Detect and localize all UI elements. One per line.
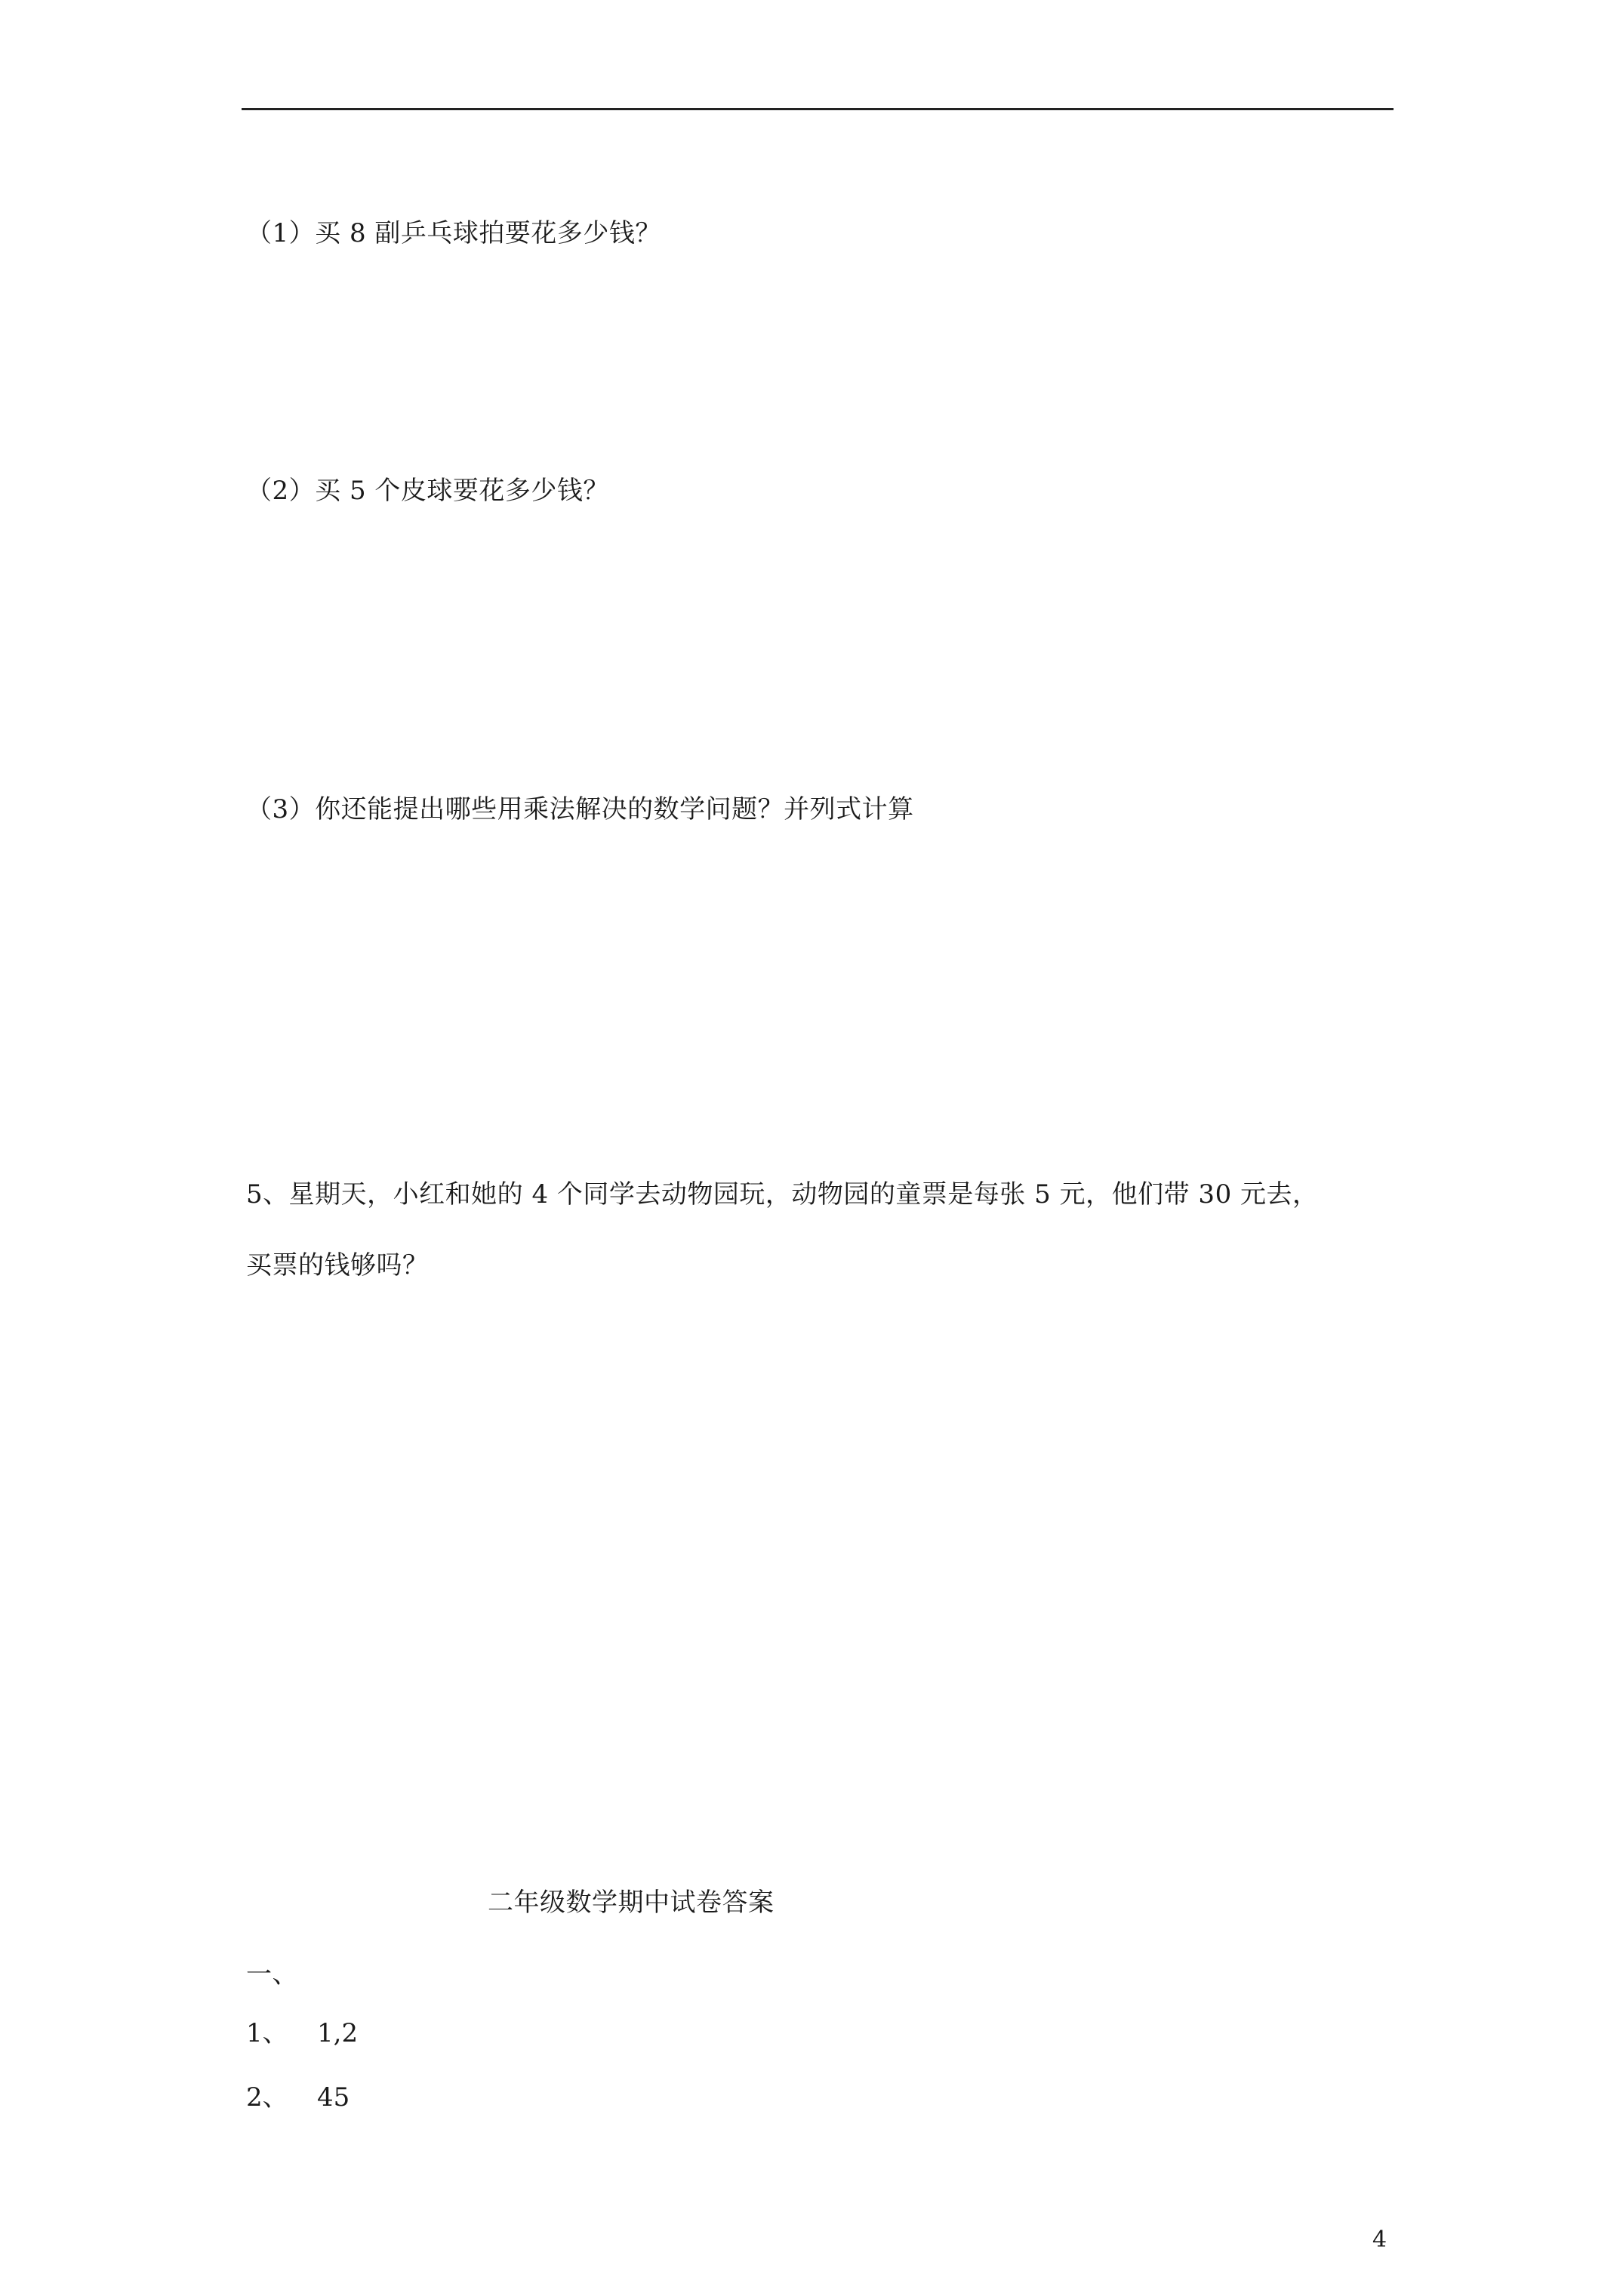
question-4-part-3: （3）你还能提出哪些用乘法解决的数学问题？并列式计算 bbox=[246, 794, 914, 824]
answer-section-heading: 一、 bbox=[246, 1959, 298, 1989]
question-4-part-2: （2）买 5 个皮球要花多少钱？ bbox=[246, 476, 609, 506]
question-5-line-1: 5、星期天，小红和她的 4 个同学去动物园玩，动物园的童票是每张 5 元，他们带 30 元去， bbox=[246, 1179, 1319, 1210]
answer-item-value: 45 bbox=[317, 2082, 350, 2113]
answer-item-number: 1、 bbox=[246, 2018, 288, 2048]
answer-item-number: 2、 bbox=[246, 2082, 288, 2113]
question-5-line-2: 买票的钱够吗？ bbox=[246, 1250, 429, 1281]
header-rule bbox=[242, 108, 1394, 110]
answer-item-value: 1,2 bbox=[317, 2018, 359, 2048]
page-number: 4 bbox=[1372, 2227, 1387, 2253]
answer-key-title: 二年级数学期中试卷答案 bbox=[488, 1888, 775, 1918]
question-4-part-1: （1）买 8 副乒乓球拍要花多少钱？ bbox=[246, 218, 661, 248]
